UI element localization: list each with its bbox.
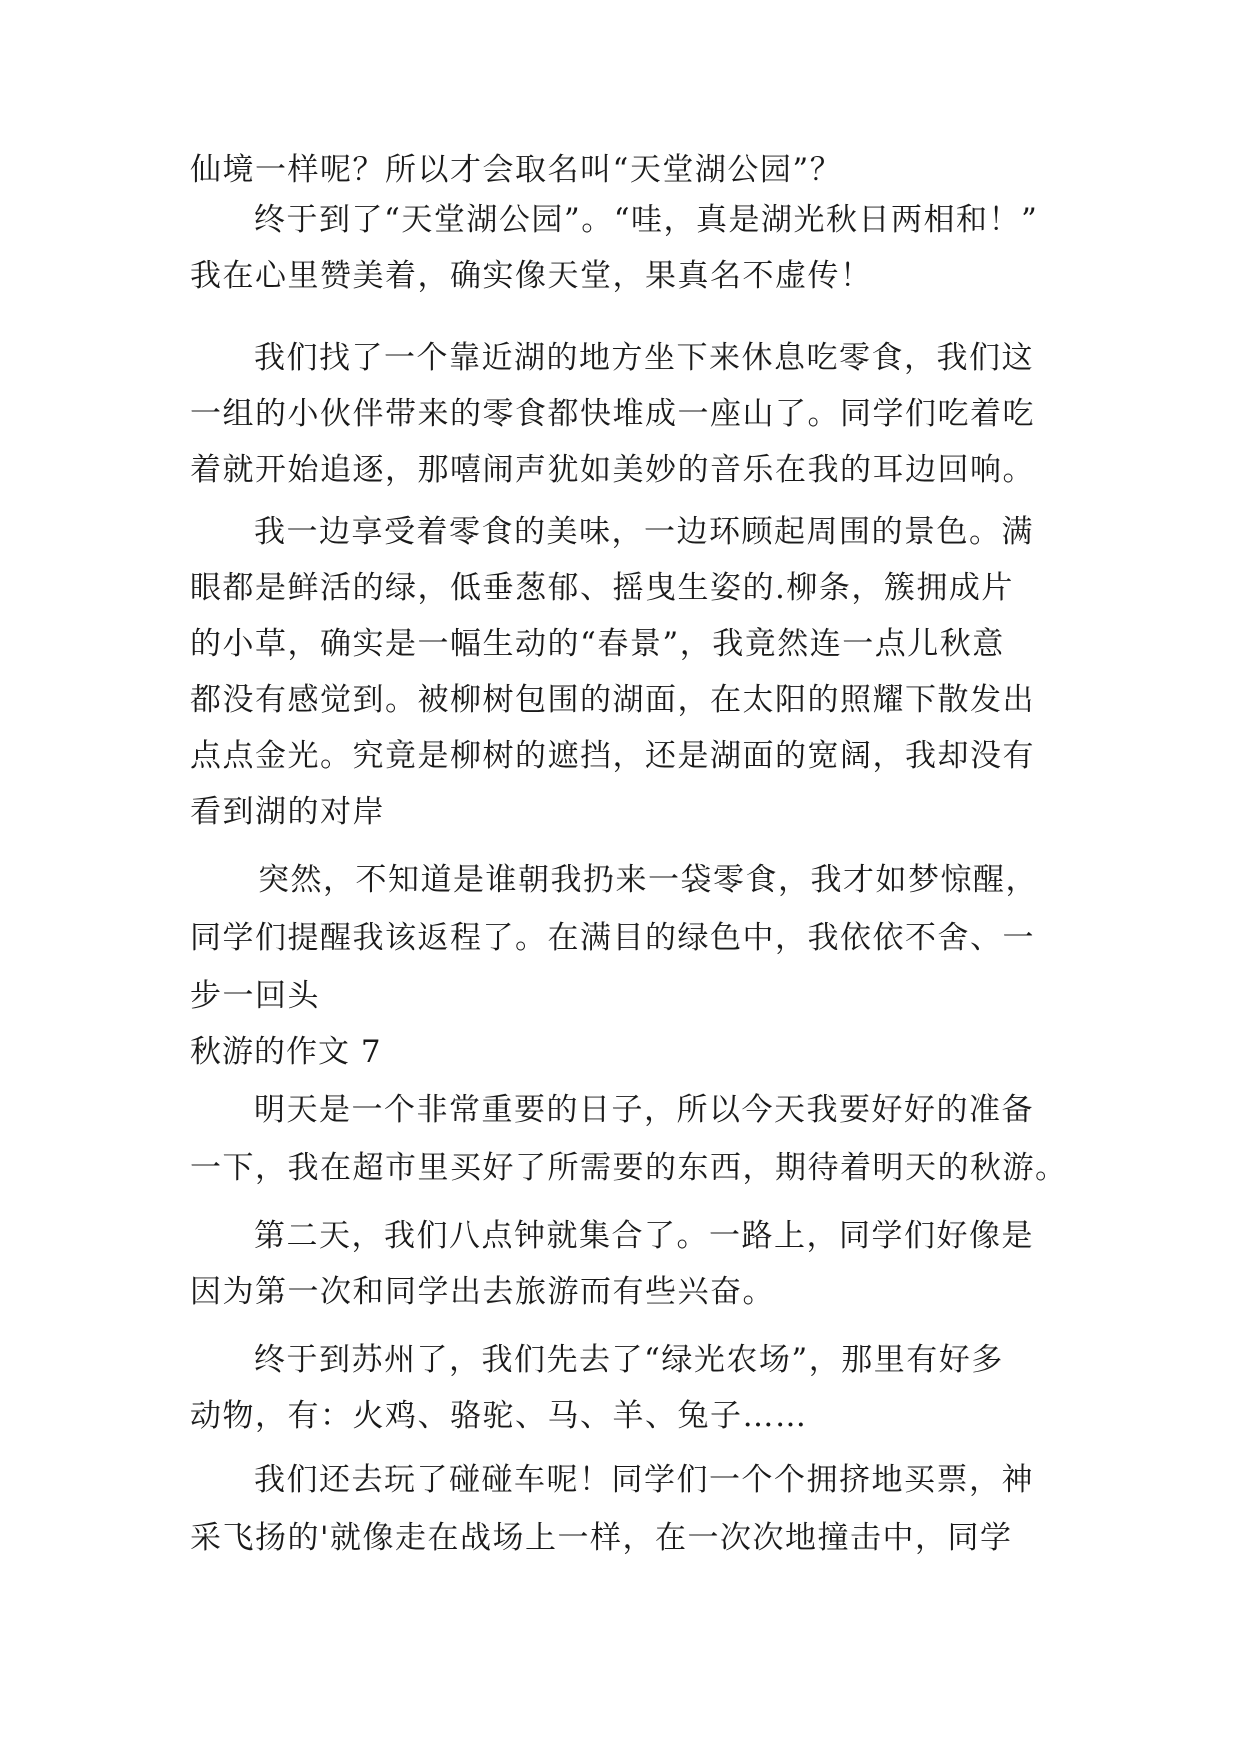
text-line: 都没有感觉到。被柳树包围的湖面，在太阳的照耀下散发出: [190, 682, 1035, 718]
text-line: 采飞扬的'就像走在战场上一样，在一次次地撞击中，同学: [190, 1520, 1013, 1556]
text-line: 终于到苏州了，我们先去了“绿光农场”，那里有好多: [254, 1342, 1004, 1378]
text-line: 看到湖的对岸: [190, 794, 385, 830]
text-line: 同学们提醒我该返程了。在满目的绿色中，我依依不舍、一: [190, 920, 1035, 956]
text-line: 因为第一次和同学出去旅游而有些兴奋。: [190, 1274, 775, 1310]
text-line: 眼都是鲜活的绿，低垂葱郁、摇曳生姿的.柳条，簇拥成片: [190, 570, 1014, 606]
text-line: 我一边享受着零食的美味，一边环顾起周围的景色。满: [254, 514, 1034, 550]
section-heading: 秋游的作文 7: [190, 1034, 382, 1070]
text-line: 步一回头: [190, 978, 320, 1014]
text-line: 的小草，确实是一幅生动的“春景”，我竟然连一点儿秋意: [190, 626, 1005, 662]
text-line: 突然，不知道是谁朝我扔来一袋零食，我才如梦惊醒，: [258, 862, 1038, 898]
text-line: 我们找了一个靠近湖的地方坐下来休息吃零食，我们这: [254, 340, 1034, 376]
text-line: 着就开始追逐，那嘻闹声犹如美妙的音乐在我的耳边回响。: [190, 452, 1035, 488]
text-line: 一下，我在超市里买好了所需要的东西，期待着明天的秋游。: [190, 1150, 1068, 1186]
text-line: 仙境一样呢？所以才会取名叫“天堂湖公园”？: [190, 152, 843, 188]
text-line: 明天是一个非常重要的日子，所以今天我要好好的准备: [254, 1092, 1034, 1128]
text-line: 我在心里赞美着，确实像天堂，果真名不虚传！: [190, 258, 873, 294]
text-line: 点点金光。究竟是柳树的遮挡，还是湖面的宽阔，我却没有: [190, 738, 1035, 774]
text-line: 一组的小伙伴带来的零食都快堆成一座山了。同学们吃着吃: [190, 396, 1035, 432]
text-line: 第二天，我们八点钟就集合了。一路上，同学们好像是: [254, 1218, 1034, 1254]
text-line: 终于到了“天堂湖公园”。“哇，真是湖光秋日两相和！”: [254, 202, 1039, 238]
text-line: 动物，有：火鸡、骆驼、马、羊、兔子……: [190, 1398, 808, 1434]
text-line: 我们还去玩了碰碰车呢！同学们一个个拥挤地买票，神: [254, 1462, 1034, 1498]
